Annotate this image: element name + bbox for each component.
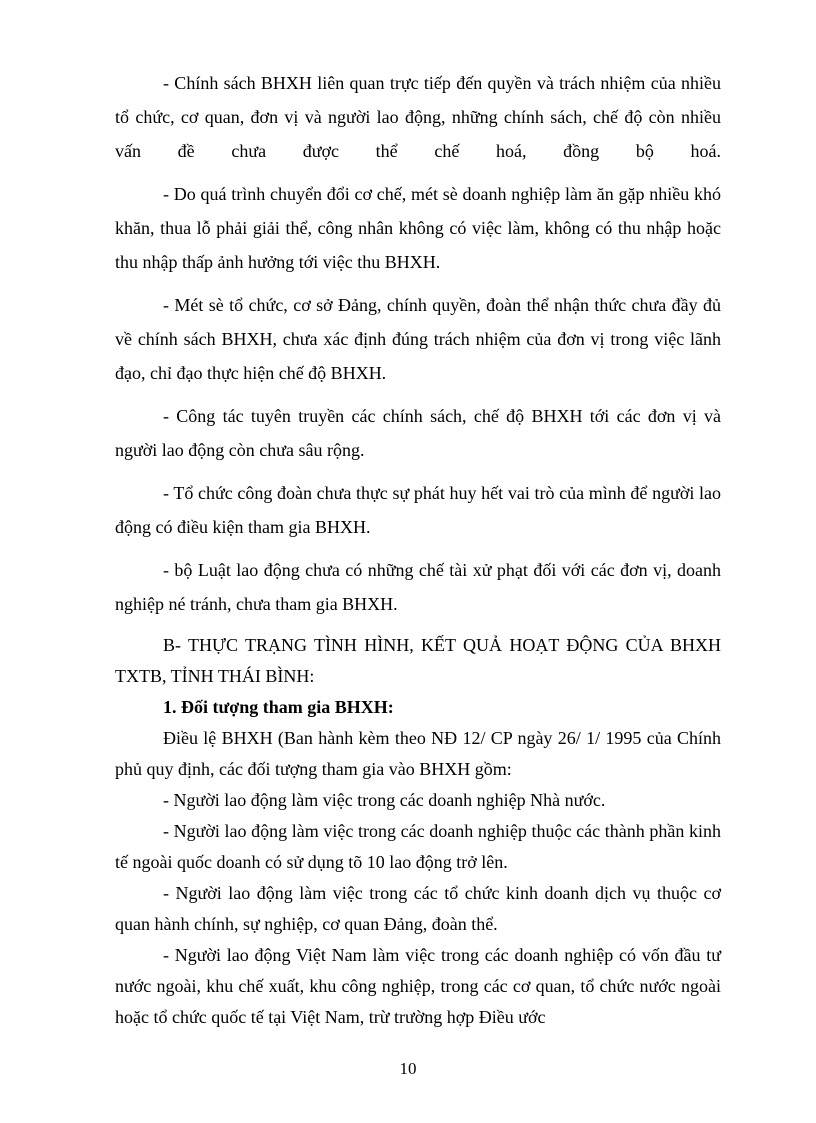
body-paragraph: - Người lao động Việt Nam làm việc trong các doanh nghiệp có vốn đầu tư nước ngoài, khu chế xuất, khu công nghiệp, trong các cơ quan, tổ chức nước ngoài hoặc tổ chức quốc tế tại Việt Nam, trừ trường hợp Điều ước: [115, 945, 721, 1027]
body-paragraph: - Người lao động làm việc trong các tổ chức kinh doanh dịch vụ thuộc cơ quan hành chính, sự nghiệp, cơ quan Đảng, đoàn thể.: [115, 883, 721, 934]
body-paragraph: - Người lao động làm việc trong các doanh nghiệp thuộc các thành phần kinh tế ngoài quốc doanh có sử dụng tõ 10 lao động trở lên.: [115, 821, 721, 872]
body-paragraph: - Mét sè tổ chức, cơ sở Đảng, chính quyền, đoàn thể nhận thức chưa đầy đủ về chính sách BHXH, chưa xác định đúng trách nhiệm của đơn vị trong việc lãnh đạo, chỉ đạo thực hiện chế độ BHXH.: [115, 295, 721, 383]
body-paragraph: - Chính sách BHXH liên quan trực tiếp đến quyền và trách nhiệm của nhiều tổ chức, cơ quan, đơn vị và người lao động, những chính sách, chế độ còn nhiều vấn đề chưa được thể chế hoá, đồng bộ hoá.: [115, 73, 721, 161]
section-heading: B- THỰC TRẠNG TÌNH HÌNH, KẾT QUẢ HOẠT ĐỘNG CỦA BHXH TXTB, TỈNH THÁI BÌNH:: [115, 635, 721, 686]
body-paragraph: - Do quá trình chuyển đổi cơ chế, mét sè doanh nghiệp làm ăn gặp nhiều khó khăn, thua lỗ phải giải thể, công nhân không có việc làm, không có thu nhập hoặc thu nhập thấp ảnh hưởng tới việc thu BHXH.: [115, 184, 721, 272]
body-paragraph: - Tổ chức công đoàn chưa thực sự phát huy hết vai trò của mình để người lao động có điều kiện tham gia BHXH.: [115, 483, 721, 537]
page-footer: [0, 1059, 816, 1079]
page-number: 10: [399, 1059, 417, 1078]
body-paragraph: - bộ Luật lao động chưa có những chế tài xử phạt đối với các đơn vị, doanh nghiệp né tránh, chưa tham gia BHXH.: [115, 560, 721, 614]
page-content: [115, 66, 721, 1033]
body-paragraph: - Công tác tuyên truyền các chính sách, chế độ BHXH tới các đơn vị và người lao động còn chưa sâu rộng.: [115, 406, 721, 460]
body-paragraph: - Người lao động làm việc trong các doanh nghiệp Nhà nước.: [163, 790, 606, 810]
body-paragraph: Điều lệ BHXH (Ban hành kèm theo NĐ 12/ CP ngày 26/ 1/ 1995 của Chính phủ quy định, các đối tượng tham gia vào BHXH gồm:: [115, 728, 721, 779]
subsection-heading: 1. Đối tượng tham gia BHXH:: [163, 697, 394, 717]
